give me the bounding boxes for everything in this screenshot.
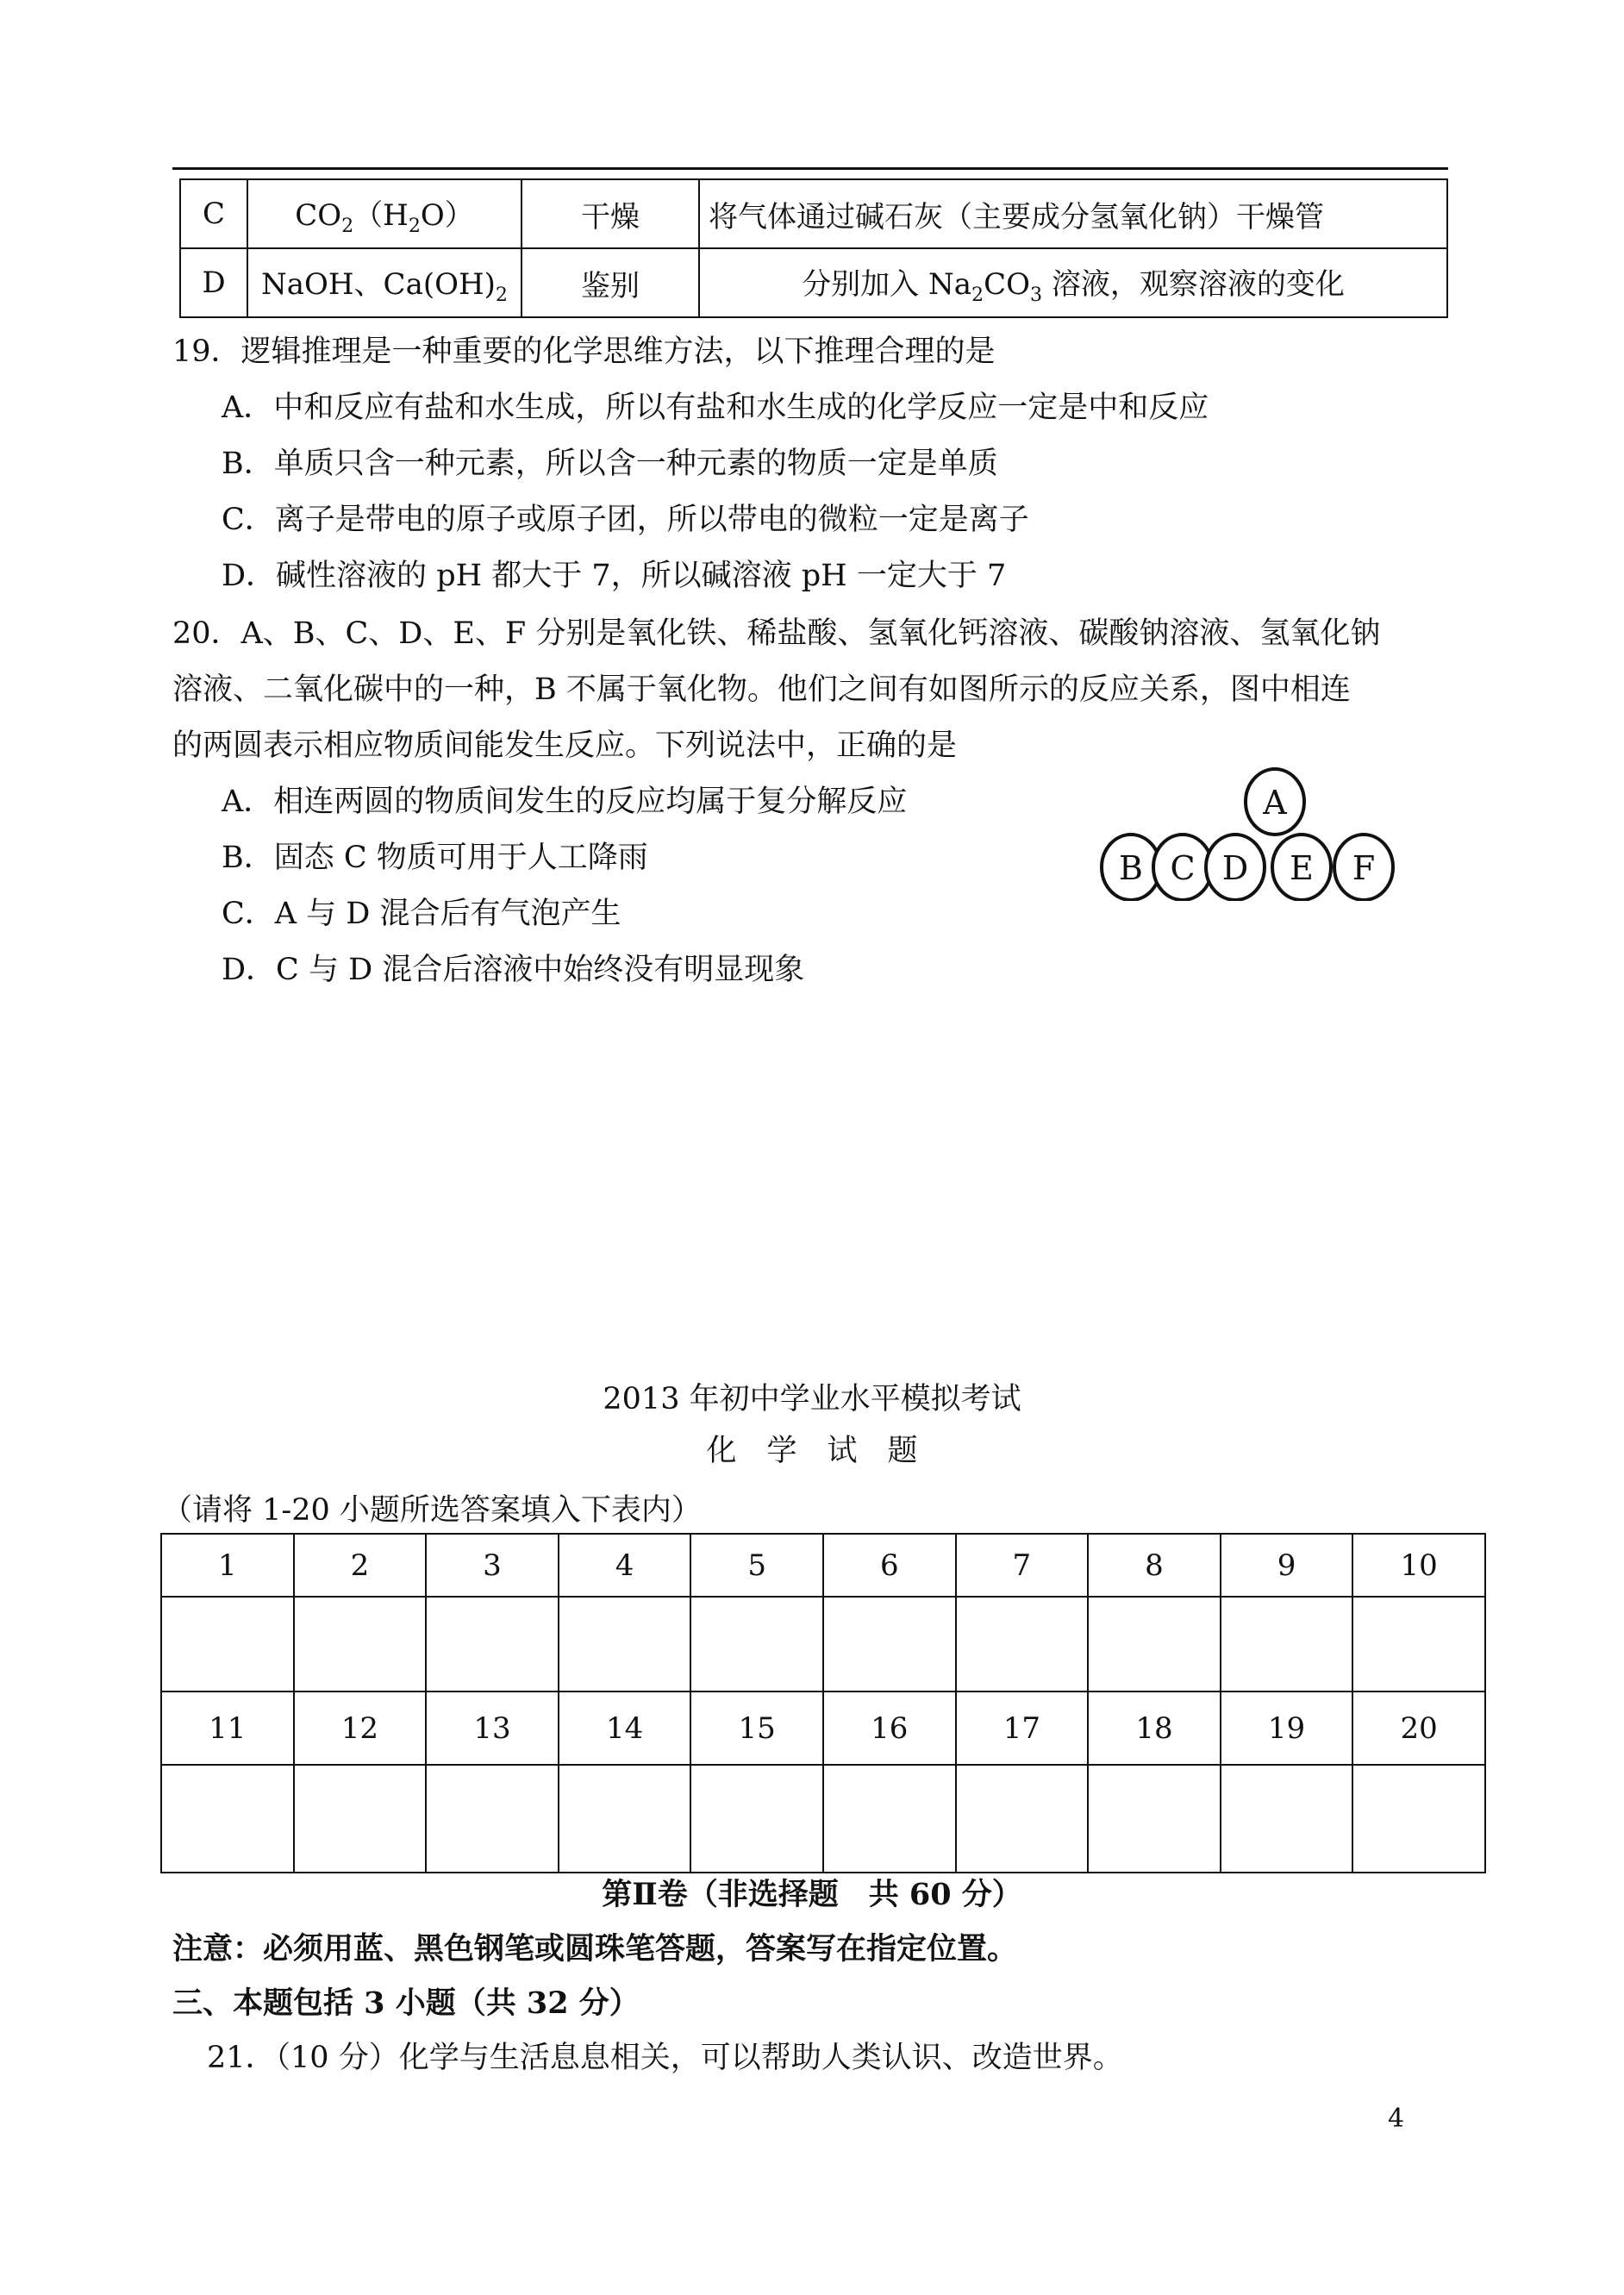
answer-cell[interactable]: [161, 1765, 294, 1873]
q20-option-d: D．C 与 D 混合后溶液中始终没有明显现象: [222, 953, 805, 987]
table-row: [161, 1597, 1485, 1692]
question-20-stem-line2: 溶液、二氧化碳中的一种，B 不属于氧化物。他们之间有如图所示的反应关系，图中相连: [172, 672, 1351, 707]
experiment-table: [179, 178, 1448, 318]
answer-number: 1: [161, 1534, 294, 1597]
answer-cell[interactable]: [1088, 1765, 1221, 1873]
question-21-stem: 21．（10 分）化学与生活息息相关，可以帮助人类认识、改造世界。: [207, 2041, 1123, 2075]
section-2-heading: 第Ⅱ卷（非选择题 共 60 分）: [602, 1877, 1022, 1912]
page-number: 4: [1388, 2104, 1405, 2134]
answer-number: 4: [559, 1534, 691, 1597]
method-cell: 鉴别: [522, 248, 699, 317]
answer-cell[interactable]: [1088, 1597, 1221, 1692]
answer-number: 12: [294, 1692, 427, 1765]
q19-option-d: D．碱性溶液的 pH 都大于 7，所以碱溶液 pH 一定大于 7: [222, 559, 1007, 593]
answer-number: 8: [1088, 1534, 1221, 1597]
answer-instruction: （请将 1-20 小题所选答案填入下表内）: [162, 1493, 702, 1528]
answer-number: 13: [426, 1692, 559, 1765]
answer-number: 7: [956, 1534, 1089, 1597]
answer-cell[interactable]: [823, 1765, 956, 1873]
answer-cell[interactable]: [956, 1765, 1089, 1873]
answer-number: 6: [823, 1534, 956, 1597]
table-row: [161, 1692, 1485, 1765]
answer-note: 注意：必须用蓝、黑色钢笔或圆珠笔答题，答案写在指定位置。: [172, 1931, 1018, 1967]
operation-cell: 分别加入 $Na_2CO_3$ 溶液，观察溶液的变化: [699, 248, 1447, 317]
q19-option-b: B．单质只含一种元素，所以含一种元素的物质一定是单质: [222, 447, 998, 481]
q20-option-b: B．固态 C 物质可用于人工降雨: [222, 841, 648, 875]
answer-cell[interactable]: [1221, 1597, 1353, 1692]
exam-subtitle: 化 学 试 题: [706, 1434, 918, 1468]
answer-cell[interactable]: [690, 1765, 823, 1873]
circle-label-c: C: [1170, 849, 1196, 887]
question-20-stem-line3: 的两圆表示相应物质间能发生反应。下列说法中，正确的是: [172, 729, 958, 763]
row-letter: C: [180, 179, 247, 248]
q20-option-a: A．相连两圆的物质间发生的反应均属于复分解反应: [222, 785, 908, 819]
question-20-stem-line1: 20．A、B、C、D、E、F 分别是氧化铁、稀盐酸、氢氧化钙溶液、碳酸钠溶液、氢氧化钠: [172, 616, 1381, 651]
answer-cell[interactable]: [559, 1597, 691, 1692]
part-3-heading: 三、本题包括 3 小题（共 32 分）: [172, 1985, 640, 2021]
answer-cell[interactable]: [294, 1597, 427, 1692]
reaction-circles-diagram: [1095, 763, 1405, 901]
answer-number: 2: [294, 1534, 427, 1597]
table-row: [180, 179, 1447, 248]
answer-number: 16: [823, 1692, 956, 1765]
circle-label-f: F: [1352, 849, 1376, 887]
answer-cell[interactable]: [1221, 1765, 1353, 1873]
answer-number: 20: [1352, 1692, 1485, 1765]
q19-option-a: A．中和反应有盐和水生成，所以有盐和水生成的化学反应一定是中和反应: [222, 391, 1209, 425]
operation-cell: 将气体通过碱石灰（主要成分氢氧化钠）干燥管: [699, 179, 1447, 248]
answer-number: 9: [1221, 1534, 1353, 1597]
answer-number: 19: [1221, 1692, 1353, 1765]
question-19-stem: 19．逻辑推理是一种重要的化学思维方法，以下推理合理的是: [172, 335, 996, 369]
answer-table: [160, 1533, 1486, 1873]
table-row: [180, 248, 1447, 317]
circle-label-a: A: [1263, 784, 1287, 822]
answer-number: 17: [956, 1692, 1089, 1765]
substance-cell: $CO_2(H_2O)$: [247, 179, 522, 248]
answer-number: 10: [1352, 1534, 1485, 1597]
circle-label-b: B: [1119, 849, 1143, 887]
answer-number: 15: [690, 1692, 823, 1765]
answer-cell[interactable]: [1352, 1765, 1485, 1873]
table-row: [161, 1534, 1485, 1597]
answer-cell[interactable]: [426, 1765, 559, 1873]
q20-option-c: C．A 与 D 混合后有气泡产生: [222, 897, 621, 931]
answer-number: 5: [690, 1534, 823, 1597]
header-rule: [172, 167, 1448, 170]
circle-label-d: D: [1221, 849, 1249, 887]
q19-option-c: C．离子是带电的原子或原子团，所以带电的微粒一定是离子: [222, 503, 1029, 537]
answer-cell[interactable]: [1352, 1597, 1485, 1692]
table-row: [161, 1765, 1485, 1873]
answer-cell[interactable]: [294, 1765, 427, 1873]
answer-number: 18: [1088, 1692, 1221, 1765]
answer-cell[interactable]: [426, 1597, 559, 1692]
answer-cell[interactable]: [559, 1765, 691, 1873]
exam-title: 2013 年初中学业水平模拟考试: [603, 1382, 1021, 1416]
answer-cell[interactable]: [823, 1597, 956, 1692]
answer-cell[interactable]: [956, 1597, 1089, 1692]
row-letter: D: [180, 248, 247, 317]
answer-number: 14: [559, 1692, 691, 1765]
method-cell: 干燥: [522, 179, 699, 248]
answer-cell[interactable]: [161, 1597, 294, 1692]
answer-cell[interactable]: [690, 1597, 823, 1692]
answer-number: 11: [161, 1692, 294, 1765]
answer-number: 3: [426, 1534, 559, 1597]
circle-label-e: E: [1290, 849, 1314, 887]
substance-cell: NaOH、$Ca(OH)_2$: [247, 248, 522, 317]
